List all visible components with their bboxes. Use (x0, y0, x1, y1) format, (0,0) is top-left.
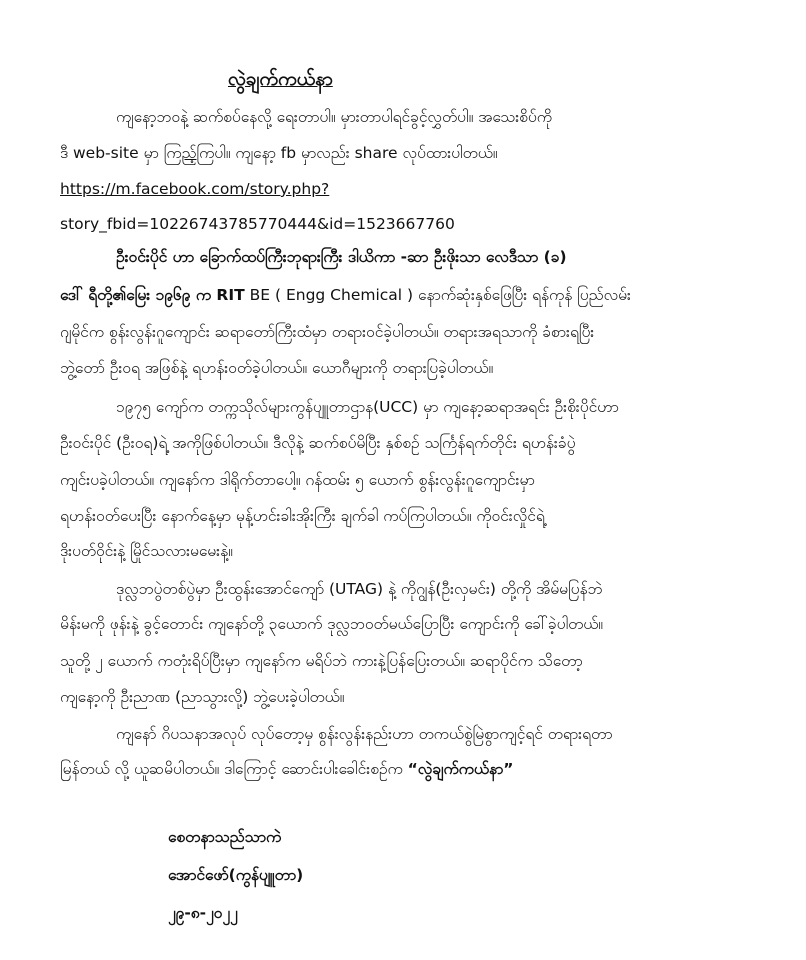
facebook-url-line1[interactable] (60, 180, 329, 199)
document-title: လွဲချက်ကယ်နာ (228, 68, 333, 90)
p1-line2-pre: ဒီ web-site မှာ (60, 144, 164, 162)
facebook-url-link[interactable]: https://m.facebook.com/story.php? (60, 180, 330, 198)
p5-quoted-title: “လွဲချက်ကယ်နာ” (407, 760, 514, 778)
p4-line1: ဒုလ္လဘပွဲတစ်ပွဲမှာ ဦးထွန်းအောင်ကျော် (UTAG) နဲ့ ကိုဂျွန်(ဦးလှမင်း) တို့ကို အိမ်မပြန်ဘဲ (116, 580, 603, 598)
p5-line2-pre: မြန်တယ် လို့ ယူဆမိပါတယ်။ ဒါကြောင့် ဆောင်းပါးခေါင်းစဉ်က (60, 760, 408, 778)
p4-line2: မိန်းမကို ဖုန်းနဲ့ ခွင့်တောင်း ကျနော်တို့ ၃ယောက် ဒုလ္လဘဝတ်မယ်ပြောပြီး ကျောင်းကို ခေါ်ခဲ့ပါတယ်။ (60, 615, 603, 633)
p2-line1: ဦးဝင်းပိုင် ဟာ ခြောက်ထပ်ကြီးဘုရားကြီး ဒါယိကာ -ဆာ ဦးဖိုးသာ လေဒီသာ (ခ) (116, 248, 567, 266)
p1-line2 (60, 144, 498, 163)
p1-line1: ကျနော့ဘဝနဲ့ ဆက်စပ်နေလို့ ရေးတာပါ။ မှားတာပါရင်ခွင့်လွှတ်ပါ။ အသေးစိပ်ကို (116, 108, 552, 126)
p2-line3: ဂျမိုင်က စွန်းလွန်းဂူကျောင်း ဆရာတော်ကြီးထံမှာ တရားဝင်ခဲ့ပါတယ်။ တရားအရသာကို ခံစားရပြီး (60, 323, 595, 341)
signature-author: အောင်ဖော်(ကွန်ပျူတာ) (168, 866, 304, 884)
view-link-text[interactable]: ကြည့် (163, 144, 197, 162)
p2-line2-bold: ဒေါ် ရီတို့၏မြေး ၁၉၆၉ က RIT (60, 286, 245, 304)
signature-date: ၂၉-၈-၂၀၂၂ (168, 904, 238, 922)
p3-line5: ဒိုးပတ်ဝိုင်းနဲ့ မြိုင်သလားမမေးနဲ့။ (60, 542, 233, 560)
p3-line2: ဦးဝင်းပိုင် (ဦးဝရ)ရဲ့ အကိုဖြစ်ပါတယ်။ ဒီလိုနဲ့ ဆက်စပ်မိပြီး နှစ်စဉ် သင်္ကြန်ရက်တိုင်း ရဟန်းခံပွဲ (60, 434, 576, 452)
p2-line4: ဘွဲ့တော် ဦးဝရ အဖြစ်နဲ့ ရဟန်းဝတ်ခဲ့ပါတယ်။ ယောဂီများကို တရားပြခဲ့ပါတယ်။ (60, 359, 494, 377)
p4-line3: သူတို့ ၂ ယောက် ကတုံးရိပ်ပြီးမှာ ကျနော်က မရိပ်ဘဲ ကားနဲ့ပြန်ပြေးတယ်။ ဆရာပိုင်က သိတော့ (60, 652, 583, 670)
p4-line4: ကျနော့ကို ဦးညာဏ (ညာသွားလို့) ဘွဲ့ပေးခဲ့ပါတယ်။ (60, 688, 345, 706)
p1-line2-post: ကြပါ။ ကျနော့ fb မှာလည်း share လုပ်ထားပါတယ်။ (196, 144, 498, 162)
p2-line2 (60, 286, 631, 305)
p3-line1: ၁၉၇၅ ကျော်က တက္ကသိုလ်များကွန်ပျူတာဌာန(UCC) မှာ ကျနော့ဆရာအရင်း ဦးစိုးပိုင်ဟာ (116, 398, 619, 416)
p5-line1: ကျနော် ဂိပသနာအလုပ် လုပ်တော့မှ စွန်းလွန်းနည်းဟာ တကယ်စွဲမြဲစွာကျင့်ရင် တရားရတာ (116, 725, 613, 743)
p5-line2 (60, 760, 513, 779)
p3-line3: ကျင်းပခဲ့ပါတယ်။ ကျနော်က ဒါရိုက်တာပေါ့။ ဂန်ထမ်း ၅ ယောက် စွန်းလွန်းဂူကျောင်းမှာ (60, 471, 535, 489)
p3-line4: ရဟန်းဝတ်ပေးပြီး နောက်နေ့မှာ မုန့်ဟင်းခါးအိုးကြီး ချက်ခါ ကပ်ကြပါတယ်။ ကိုဝင်းလှိုင်ရဲ့ (60, 507, 545, 525)
p2-line2-rest: BE ( Engg Chemical ) နောက်ဆုံးနှစ်ဖြေပြီး ရန်ကုန် ပြည်လမ်း (244, 286, 631, 304)
facebook-url-line2: story_fbid=10226743785770444&id=1523667760 (60, 215, 455, 233)
signature-line1: စေတနာသည်သာကဲ (168, 828, 282, 846)
